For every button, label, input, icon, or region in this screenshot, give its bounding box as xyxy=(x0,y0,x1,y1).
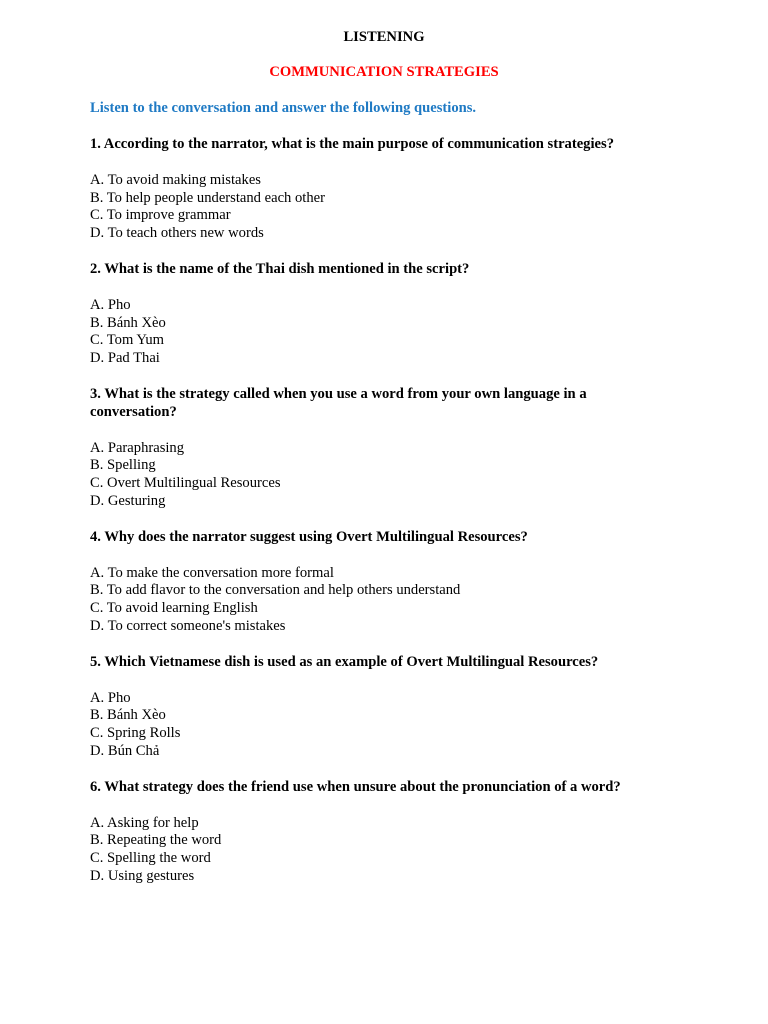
answer-option: A. Paraphrasing xyxy=(90,439,185,456)
page-title: LISTENING xyxy=(343,29,425,45)
question-text: 1. According to the narrator, what is the main purpose of communication strategies? xyxy=(90,136,614,152)
answer-options xyxy=(90,440,768,511)
question-text: 5. Which Vietnamese dish is used as an example of Overt Multilingual Resources? xyxy=(90,653,599,670)
answer-options xyxy=(90,815,768,886)
answer-options xyxy=(90,565,768,636)
answer-option: D. Bún Chả xyxy=(90,742,160,759)
answer-option: D. Pad Thai xyxy=(90,350,160,367)
answer-option: B. To help people understand each other xyxy=(90,189,325,206)
answer-option: A. To make the conversation more formal xyxy=(90,564,334,581)
question-block-6 xyxy=(90,779,768,886)
answer-option: C. Tom Yum xyxy=(90,332,164,349)
answer-option: D. Gesturing xyxy=(90,492,166,509)
question-block-2 xyxy=(90,261,768,368)
answer-option: C. To improve grammar xyxy=(90,207,231,224)
question-block-5 xyxy=(90,654,768,761)
answer-options xyxy=(90,172,768,243)
answer-option: B. Bánh Xèo xyxy=(90,707,166,724)
question-block-3 xyxy=(90,386,768,511)
answer-option: B. To add flavor to the conversation and help others understand xyxy=(90,582,461,599)
answer-option: C. Overt Multilingual Resources xyxy=(90,475,281,492)
answer-option: D. To correct someone's mistakes xyxy=(90,617,286,634)
question-block-4 xyxy=(90,529,768,636)
answer-option: A. To avoid making mistakes xyxy=(90,171,261,188)
answer-option: A. Asking for help xyxy=(90,814,199,831)
answer-option: C. Spring Rolls xyxy=(90,725,181,742)
answer-option: C. To avoid learning English xyxy=(90,600,258,617)
answer-option: B. Repeating the word xyxy=(90,832,222,849)
page-subtitle: COMMUNICATION STRATEGIES xyxy=(269,64,499,80)
answer-options xyxy=(90,297,768,368)
answer-option: A. Pho xyxy=(90,689,131,706)
question-text: 3. What is the strategy called when you use a word from your own language in a conversation? xyxy=(90,385,587,420)
question-text: 6. What strategy does the friend use when unsure about the pronunciation of a word? xyxy=(90,778,621,795)
question-block-1 xyxy=(90,136,768,243)
question-text: 4. Why does the narrator suggest using Overt Multilingual Resources? xyxy=(90,528,528,545)
instruction-text: Listen to the conversation and answer the following questions. xyxy=(90,100,477,116)
answer-option: C. Spelling the word xyxy=(90,850,211,867)
answer-option: D. To teach others new words xyxy=(90,225,264,242)
answer-option: A. Pho xyxy=(90,296,131,313)
question-text: 2. What is the name of the Thai dish mentioned in the script? xyxy=(90,260,470,277)
answer-option: D. Using gestures xyxy=(90,867,195,884)
answer-option: B. Bánh Xèo xyxy=(90,314,166,331)
answer-option: B. Spelling xyxy=(90,457,156,474)
answer-options xyxy=(90,690,768,761)
